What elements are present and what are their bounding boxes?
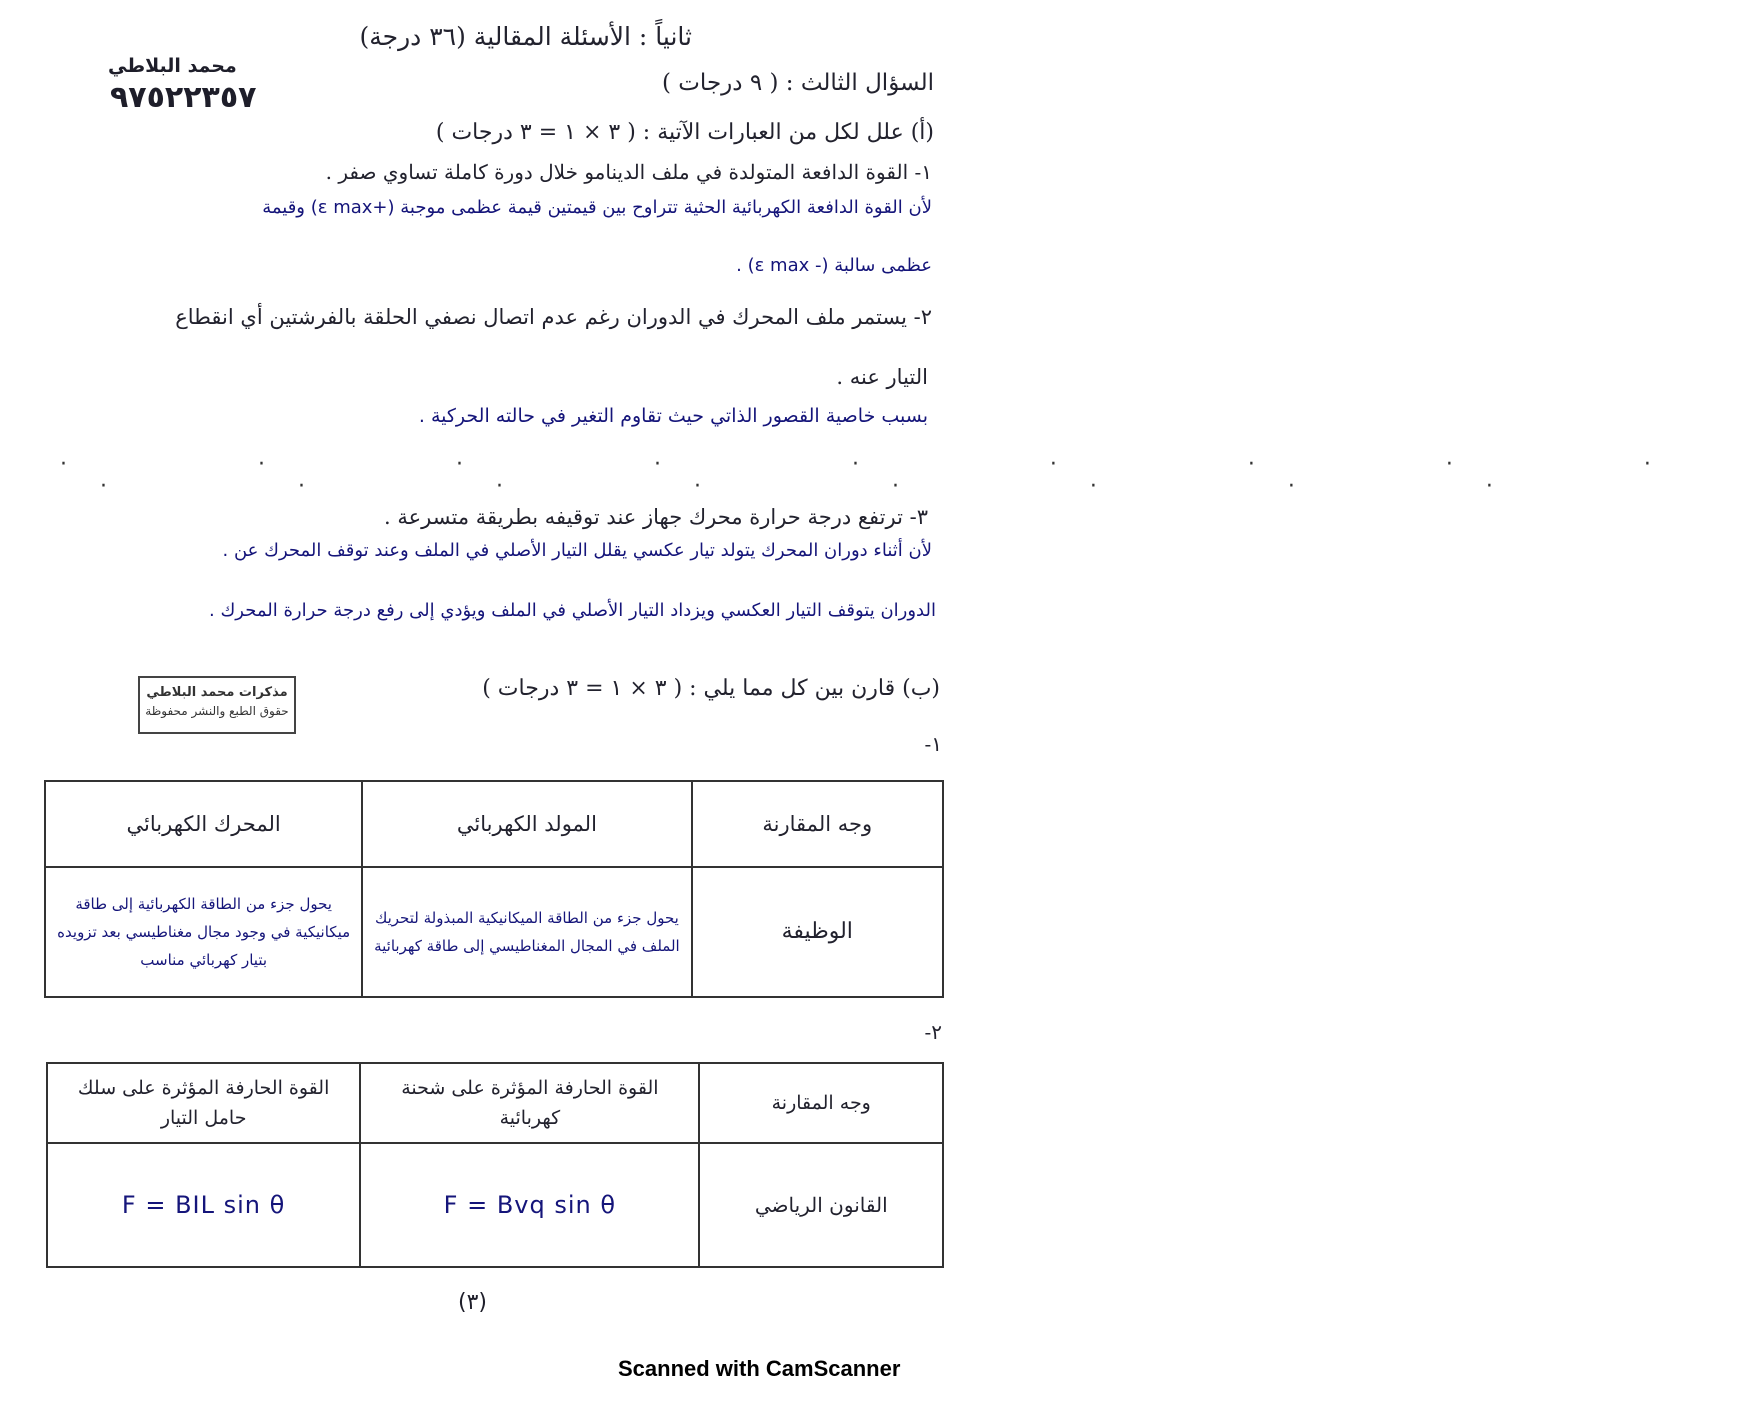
item1-statement: ١- القوة الدافعة المتولدة في ملف الدينامو خلال دورة كاملة تساوي صفر . bbox=[325, 160, 932, 184]
part-a-title: (أ) علل لكل من العبارات الآتية : ( ٣ × ١ = ٣ درجات ) bbox=[435, 120, 934, 145]
table-row bbox=[45, 867, 943, 997]
author-phone: ٩٧٥٢٢٣٥٧ bbox=[110, 80, 257, 115]
item3-answer-line1: لأن أثناء دوران المحرك يتولد تيار عكسي يقلل التيار الأصلي في الملف وعند توقف المحرك عن . bbox=[222, 540, 932, 561]
dotted-line: · · · · · · · · · bbox=[60, 452, 1743, 477]
question3-title: السؤال الثالث : ( ٩ درجات ) bbox=[662, 70, 934, 96]
stamp-line1: مذكرات محمد البلاطي bbox=[146, 685, 288, 700]
table-header-cell: القوة الحارفة المؤثرة على شحنة كهربائية bbox=[360, 1063, 699, 1143]
table-header-cell: وجه المقارنة bbox=[699, 1063, 943, 1143]
stamp-line2: حقوق الطبع والنشر محفوظة bbox=[145, 704, 289, 718]
item1-answer-line2: عظمى سالبة (- ε max) . bbox=[736, 255, 932, 276]
table-header-cell: القوة الحارفة المؤثرة على سلك حامل التيار bbox=[47, 1063, 360, 1143]
item3-statement: ٣- ترتفع درجة حرارة محرك جهاز عند توقيفه بطريقة متسرعة . bbox=[384, 505, 928, 529]
part-b-title: (ب) قارن بين كل مما يلي : ( ٣ × ١ = ٣ درجات ) bbox=[482, 676, 940, 701]
page-number: (٣) bbox=[458, 1290, 488, 1315]
table-row bbox=[47, 1143, 943, 1267]
formula-wire: F = BIL sin θ bbox=[47, 1143, 360, 1267]
formula-charge: F = Bvq sin θ bbox=[360, 1143, 699, 1267]
comparison-table-1 bbox=[44, 780, 944, 998]
table-header-row bbox=[47, 1063, 943, 1143]
item1-answer-line1: لأن القوة الدافعة الكهربائية الحثية تتراوح بين قيمتين قيمة عظمى موجبة (+ε max) وقيمة bbox=[262, 197, 932, 218]
table-cell: يحول جزء من الطاقة الميكانيكية المبذولة لتحريك الملف في المجال المغناطيسي إلى طاقة كهربائية bbox=[362, 867, 691, 997]
table-header-row bbox=[45, 781, 943, 867]
table-cell: يحول جزء من الطاقة الكهربائية إلى طاقة ميكانيكية في وجود مجال مغناطيسي بعد تزويده بتيار كهربائي مناسب bbox=[45, 867, 362, 997]
comparison1-label: ١- bbox=[924, 732, 942, 756]
copyright-stamp bbox=[138, 676, 296, 734]
item2-answer: بسبب خاصية القصور الذاتي حيث تقاوم التغير في حالته الحركية . bbox=[418, 405, 928, 427]
table-row-label: الوظيفة bbox=[692, 867, 943, 997]
comparison2-label: ٢- bbox=[924, 1020, 942, 1044]
dotted-line: · · · · · · · · bbox=[100, 474, 1585, 499]
comparison-table-2 bbox=[46, 1062, 944, 1268]
item2-statement: ٢- يستمر ملف المحرك في الدوران رغم عدم اتصال نصفي الحلقة بالفرشتين أي انقطاع bbox=[175, 305, 932, 329]
table-row-label: القانون الرياضي bbox=[699, 1143, 943, 1267]
section-title: ثانياً : الأسئلة المقالية (٣٦ درجة) bbox=[359, 22, 692, 51]
item3-answer-line2: الدوران يتوقف التيار العكسي ويزداد التيار الأصلي في الملف ويؤدي إلى رفع درجة حرارة المحرك . bbox=[209, 600, 936, 621]
table-header-cell: وجه المقارنة bbox=[692, 781, 943, 867]
table-header-cell: المحرك الكهربائي bbox=[45, 781, 362, 867]
table-header-cell: المولد الكهربائي bbox=[362, 781, 691, 867]
item2-statement-cont: التيار عنه . bbox=[836, 365, 928, 389]
author-name: محمد البلاطي bbox=[108, 55, 237, 77]
scanner-watermark: Scanned with CamScanner bbox=[618, 1356, 901, 1381]
